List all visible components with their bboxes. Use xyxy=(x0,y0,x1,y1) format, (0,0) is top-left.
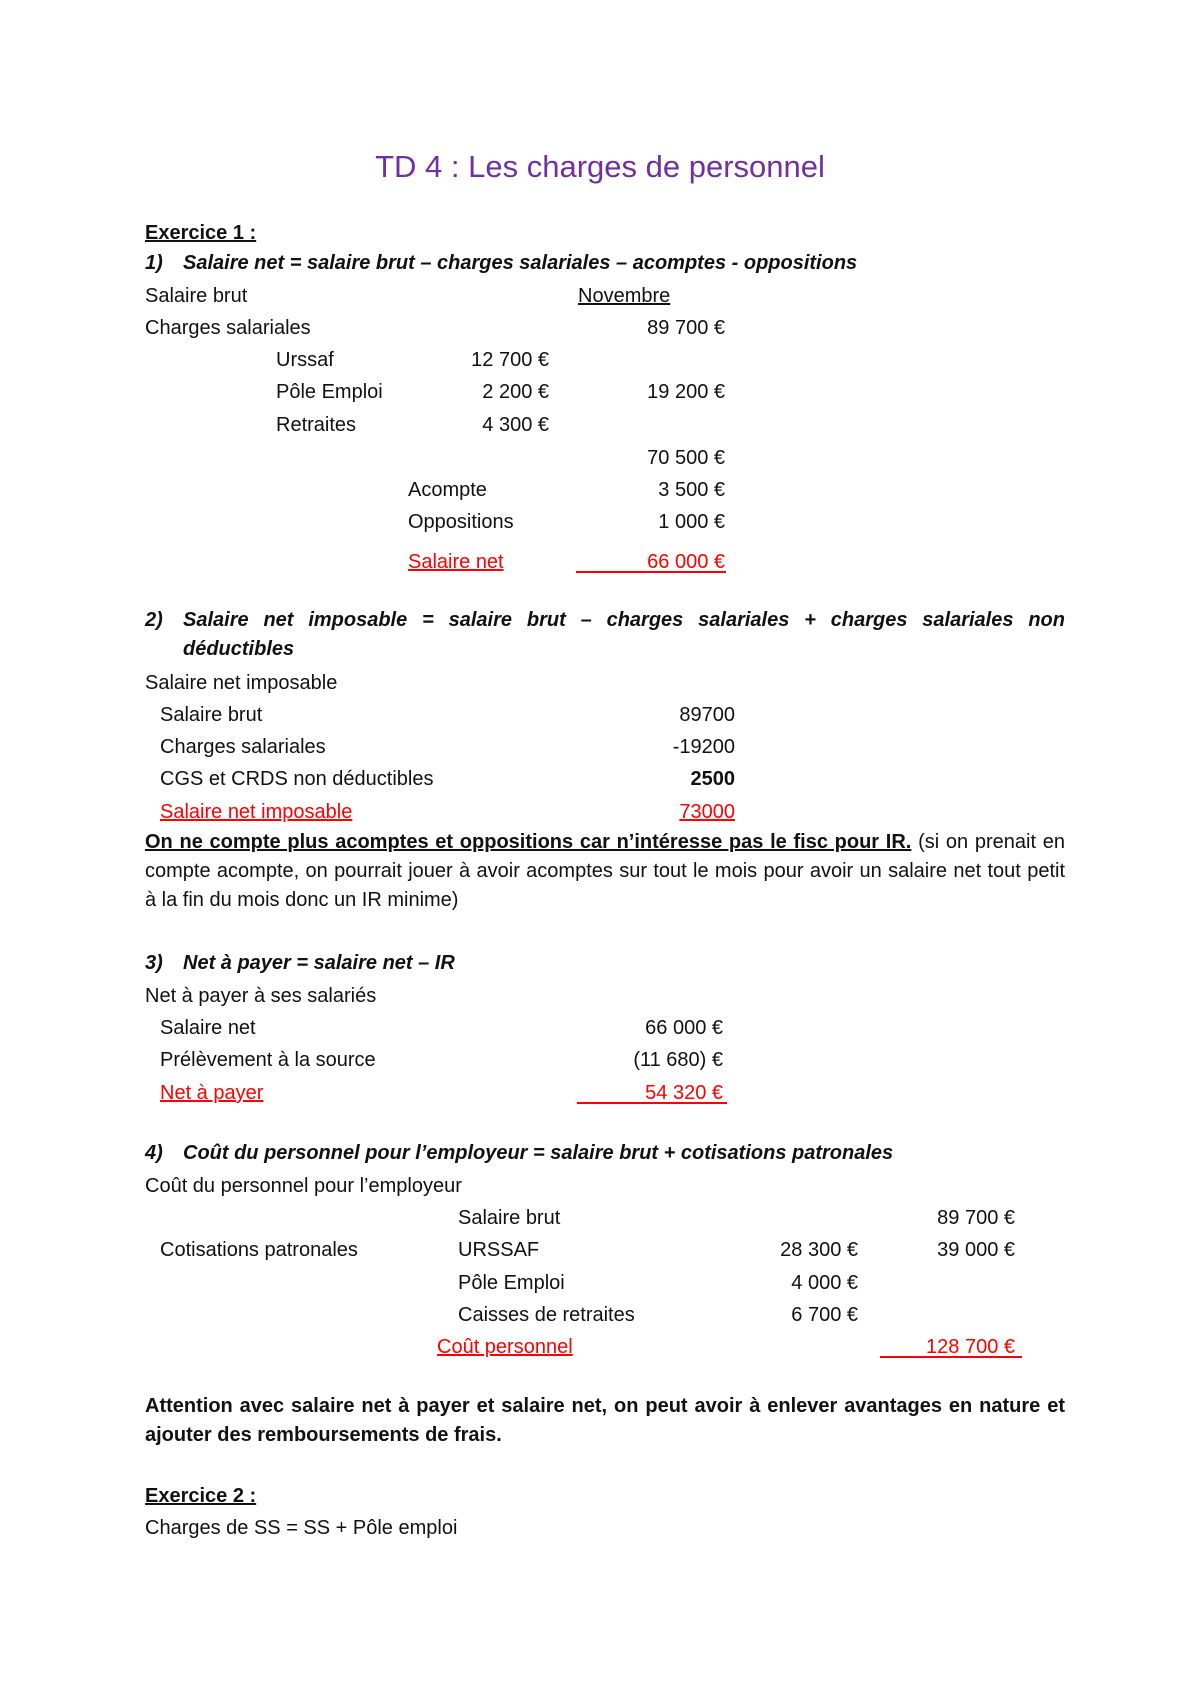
q1-retraites-value: 4 300 € xyxy=(482,414,549,436)
q4-total-label: Coût personnel xyxy=(437,1336,573,1358)
q1-label-charges: Charges salariales xyxy=(145,317,311,339)
q1-brut-value: 89 700 € xyxy=(647,317,725,339)
q3-row-value: 66 000 € xyxy=(645,1017,723,1039)
page-title: TD 4 : Les charges de personnel xyxy=(375,149,825,184)
q1-formula: Salaire net = salaire brut – charges salariales – acomptes - oppositions xyxy=(183,252,858,274)
q1-acompte-label: Acompte xyxy=(408,479,487,501)
q2-note-bold: On ne compte plus acomptes et oppositions car n’intéresse pas le fisc pour IR. xyxy=(145,831,912,853)
q2-heading: Salaire net imposable xyxy=(145,672,338,694)
exercise-2-heading: Exercice 2 : xyxy=(145,1485,257,1507)
q4-caisses-value: 6 700 € xyxy=(791,1304,858,1326)
q1-oppositions-value: 1 000 € xyxy=(658,511,725,533)
q2-row-label: CGS et CRDS non déductibles xyxy=(160,768,434,790)
q1-number: 1) xyxy=(145,252,163,274)
q1-pole-value: 2 200 € xyxy=(482,381,549,403)
q1-oppositions-label: Oppositions xyxy=(408,511,514,533)
q2-number: 2) xyxy=(145,609,163,631)
q1-urssaf-value: 12 700 € xyxy=(471,349,549,371)
q2-row-value: 89700 xyxy=(679,704,735,726)
q3-heading: Net à payer à ses salariés xyxy=(145,985,377,1007)
q2-total-value: 73000 xyxy=(679,801,735,823)
q3-row-label: Prélèvement à la source xyxy=(160,1049,376,1071)
q1-acompte-value: 3 500 € xyxy=(658,479,725,501)
q3-total-value: 54 320 € xyxy=(645,1082,723,1104)
q1-urssaf-label: Urssaf xyxy=(276,349,334,371)
q4-urssaf-label: URSSAF xyxy=(458,1239,540,1261)
exercise-1-heading: Exercice 1 : xyxy=(145,222,257,244)
q1-column-heading: Novembre xyxy=(578,285,671,307)
q4-brut-value: 89 700 € xyxy=(937,1207,1015,1229)
q1-pole-label: Pôle Emploi xyxy=(276,381,383,403)
q2-formula: Salaire net imposable = salaire brut – charges salariales + charges salariales non déductibles xyxy=(183,609,1065,660)
q4-formula: Coût du personnel pour l’employeur = salaire brut + cotisations patronales xyxy=(183,1142,894,1164)
exercise-2-line: Charges de SS = SS + Pôle emploi xyxy=(145,1517,458,1539)
q2-row-label: Salaire brut xyxy=(160,704,263,726)
q1-retraites-label: Retraites xyxy=(276,414,357,436)
q2-formula-block xyxy=(145,606,1065,664)
q4-total-value: 128 700 € xyxy=(926,1336,1015,1358)
q4-urssaf-value: 28 300 € xyxy=(780,1239,858,1261)
q1-charges-total: 19 200 € xyxy=(647,381,725,403)
q4-pole-label: Pôle Emploi xyxy=(458,1272,565,1294)
q2-row-value: -19200 xyxy=(672,736,735,758)
q2-row-value: 2500 xyxy=(690,768,735,790)
q2-row-label: Charges salariales xyxy=(160,736,326,758)
q1-net-value: 66 000 € xyxy=(647,551,725,573)
q2-note xyxy=(145,828,1065,915)
q4-caisses-label: Caisses de retraites xyxy=(458,1304,635,1326)
q3-total-label: Net à payer xyxy=(160,1082,264,1104)
q1-net-label: Salaire net xyxy=(408,551,504,573)
q4-number: 4) xyxy=(145,1142,163,1164)
q2-note-rest: (si on prenait en compte acompte, on pourrait jouer à avoir acomptes sur tout le mois pour avoir un salaire net tout petit à la fin du mois donc un IR minime) xyxy=(145,831,1065,911)
q4-pole-value: 4 000 € xyxy=(791,1272,858,1294)
q4-heading: Coût du personnel pour l’employeur xyxy=(145,1175,462,1197)
q4-brut-label: Salaire brut xyxy=(458,1207,561,1229)
q3-formula: Net à payer = salaire net – IR xyxy=(183,952,455,974)
q2-total-label: Salaire net imposable xyxy=(160,801,353,823)
q4-cotisations-total: 39 000 € xyxy=(937,1239,1015,1261)
q4-cotisations-label: Cotisations patronales xyxy=(160,1239,358,1261)
q1-label-salaire-brut: Salaire brut xyxy=(145,285,248,307)
q3-row-label: Salaire net xyxy=(160,1017,256,1039)
q3-number: 3) xyxy=(145,952,163,974)
q3-row-value: (11 680) € xyxy=(633,1049,723,1071)
attention-note: Attention avec salaire net à payer et salaire net, on peut avoir à enlever avantages en nature et ajouter des remboursements de frais. xyxy=(145,1395,1065,1446)
q1-subtotal: 70 500 € xyxy=(647,447,725,469)
